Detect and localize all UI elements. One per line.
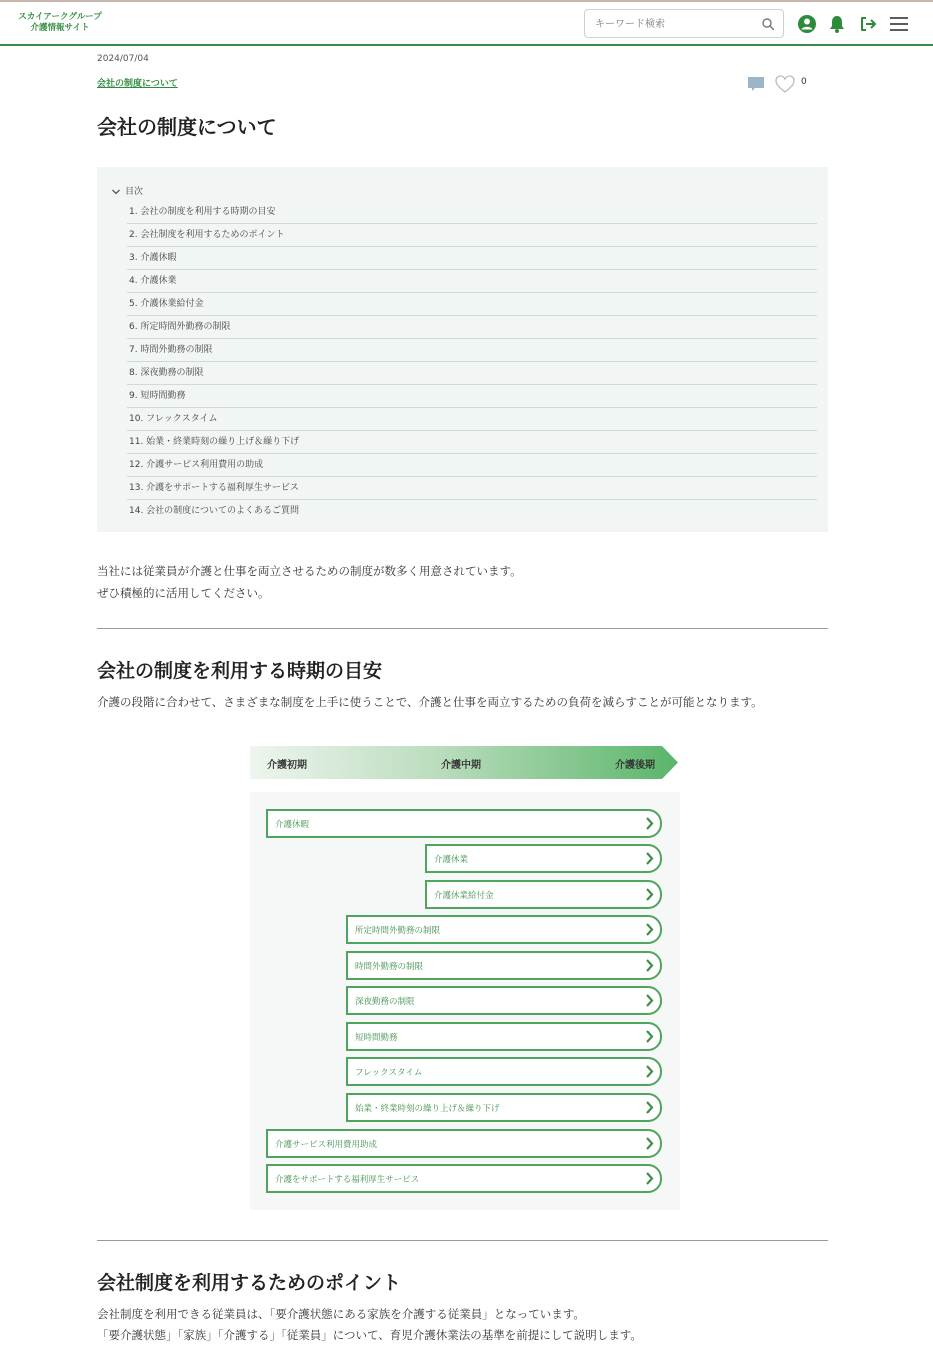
chevron-right-icon xyxy=(641,1135,657,1152)
user-icon[interactable] xyxy=(797,14,817,34)
chevron-right-icon xyxy=(641,1099,657,1116)
menu-icon[interactable] xyxy=(888,14,910,34)
site-logo[interactable] xyxy=(18,12,102,34)
toc-item[interactable]: 5. 介護休業給付金 xyxy=(127,293,817,316)
toc-item[interactable]: 4. 介護休業 xyxy=(127,270,817,293)
chevron-right-icon xyxy=(641,1063,657,1080)
chevron-right-icon xyxy=(641,1170,657,1187)
toc-item[interactable]: 13. 介護をサポートする福利厚生サービス xyxy=(127,477,817,500)
chevron-down-icon xyxy=(111,187,121,197)
chevron-right-icon xyxy=(641,886,657,903)
diagram-item-care-service-subsidy[interactable] xyxy=(266,1129,662,1158)
toc-item[interactable]: 12. 介護サービス利用費用の助成 xyxy=(127,454,817,477)
points-line-1: 会社制度を利用できる従業員は、「要介護状態にある家族を介護する従業員」となっています。 xyxy=(97,1307,585,1321)
diagram-item-label: 介護をサポートする福利厚生サービス xyxy=(275,1175,420,1185)
logo-line-2: 介護情報サイト xyxy=(30,23,90,33)
toc-item[interactable]: 11. 始業・終業時刻の繰り上げ＆繰り下げ xyxy=(127,431,817,454)
section-text-points xyxy=(97,1304,857,1346)
category-link[interactable]: 会社の制度について xyxy=(97,79,178,89)
diagram-item-shift-hours[interactable] xyxy=(346,1093,662,1122)
chevron-right-icon xyxy=(641,992,657,1009)
section-heading-timing: 会社の制度を利用する時期の目安 xyxy=(97,660,383,682)
article-date: 2024/07/04 xyxy=(97,54,149,64)
points-line-2: 「要介護状態」「家族」「介護する」「従業員」について、育児介護休業法の基準を前提にして説明します。 xyxy=(97,1328,642,1342)
care-stage-timeline xyxy=(250,746,678,779)
stage-label-late: 介護後期 xyxy=(615,760,655,771)
like-count: 0 xyxy=(801,77,807,87)
toc-item[interactable]: 9. 短時間勤務 xyxy=(127,385,817,408)
diagram-item-night-work-limit[interactable] xyxy=(346,986,662,1015)
diagram-item-label: 介護休業 xyxy=(434,855,469,865)
diagram-item-label: 介護休暇 xyxy=(275,820,310,830)
toc-item[interactable]: 7. 時間外勤務の制限 xyxy=(127,339,817,362)
intro-text xyxy=(97,560,837,604)
chevron-right-icon xyxy=(641,815,657,832)
chevron-right-icon xyxy=(641,921,657,938)
section-divider xyxy=(97,1240,828,1241)
heart-icon[interactable] xyxy=(774,73,796,95)
intro-line-2: ぜひ積極的に活用してください。 xyxy=(97,586,270,600)
system-timing-diagram xyxy=(250,792,680,1210)
page-title: 会社の制度について xyxy=(97,115,277,139)
table-of-contents xyxy=(97,167,828,532)
search-input[interactable] xyxy=(595,15,755,33)
diagram-item-care-leave[interactable] xyxy=(266,809,662,838)
section-divider xyxy=(97,628,828,629)
intro-line-1: 当社には従業員が介護と仕事を両立させるための制度が数多く用意されています。 xyxy=(97,564,522,578)
logo-line-1: スカイアークグループ xyxy=(18,12,102,22)
diagram-item-overtime-limit-scheduled[interactable] xyxy=(346,915,662,944)
diagram-item-label: 短時間勤務 xyxy=(355,1033,398,1043)
logout-icon[interactable] xyxy=(858,14,878,34)
toc-item[interactable]: 10. フレックスタイム xyxy=(127,408,817,431)
chevron-right-icon xyxy=(641,957,657,974)
toc-item[interactable]: 6. 所定時間外勤務の制限 xyxy=(127,316,817,339)
diagram-item-welfare-service[interactable] xyxy=(266,1164,662,1193)
toc-heading: 目次 xyxy=(125,187,144,197)
diagram-item-label: 所定時間外勤務の制限 xyxy=(355,926,441,936)
bell-icon[interactable] xyxy=(827,14,847,34)
diagram-item-label: フレックスタイム xyxy=(355,1068,423,1078)
toc-item[interactable]: 3. 介護休暇 xyxy=(127,247,817,270)
site-header xyxy=(0,2,933,46)
section-text-timing: 介護の段階に合わせて、さまざまな制度を上手に使うことで、介護と仕事を両立するための負荷を減らすことが可能となります。 xyxy=(97,695,763,709)
diagram-item-care-benefit[interactable] xyxy=(425,880,662,909)
toc-toggle[interactable] xyxy=(111,184,143,198)
diagram-item-overtime-limit[interactable] xyxy=(346,951,662,980)
diagram-item-label: 時間外勤務の制限 xyxy=(355,962,424,972)
diagram-item-label: 介護サービス利用費用助成 xyxy=(275,1140,378,1150)
diagram-item-label: 深夜勤務の制限 xyxy=(355,997,415,1007)
diagram-item-label: 介護休業給付金 xyxy=(434,891,494,901)
diagram-item-flextime[interactable] xyxy=(346,1057,662,1086)
section-heading-points: 会社制度を利用するためのポイント xyxy=(97,1272,402,1294)
stage-label-early: 介護初期 xyxy=(267,760,307,771)
toc-item[interactable]: 14. 会社の制度についてのよくあるご質問 xyxy=(129,506,299,516)
comment-icon[interactable] xyxy=(747,75,765,93)
diagram-item-label: 始業・終業時刻の繰り上げ＆繰り下げ xyxy=(355,1104,500,1114)
diagram-item-short-hours[interactable] xyxy=(346,1022,662,1051)
chevron-right-icon xyxy=(641,1028,657,1045)
toc-list xyxy=(127,201,817,523)
toc-item[interactable]: 8. 深夜勤務の制限 xyxy=(127,362,817,385)
toc-item[interactable]: 2. 会社制度を利用するためのポイント xyxy=(127,224,817,247)
search-icon[interactable] xyxy=(761,17,775,31)
search-box xyxy=(584,9,784,38)
stage-label-middle: 介護中期 xyxy=(441,760,481,771)
diagram-item-care-leave-long[interactable] xyxy=(425,844,662,873)
toc-item[interactable]: 1. 会社の制度を利用する時期の目安 xyxy=(127,201,817,224)
chevron-right-icon xyxy=(641,850,657,867)
